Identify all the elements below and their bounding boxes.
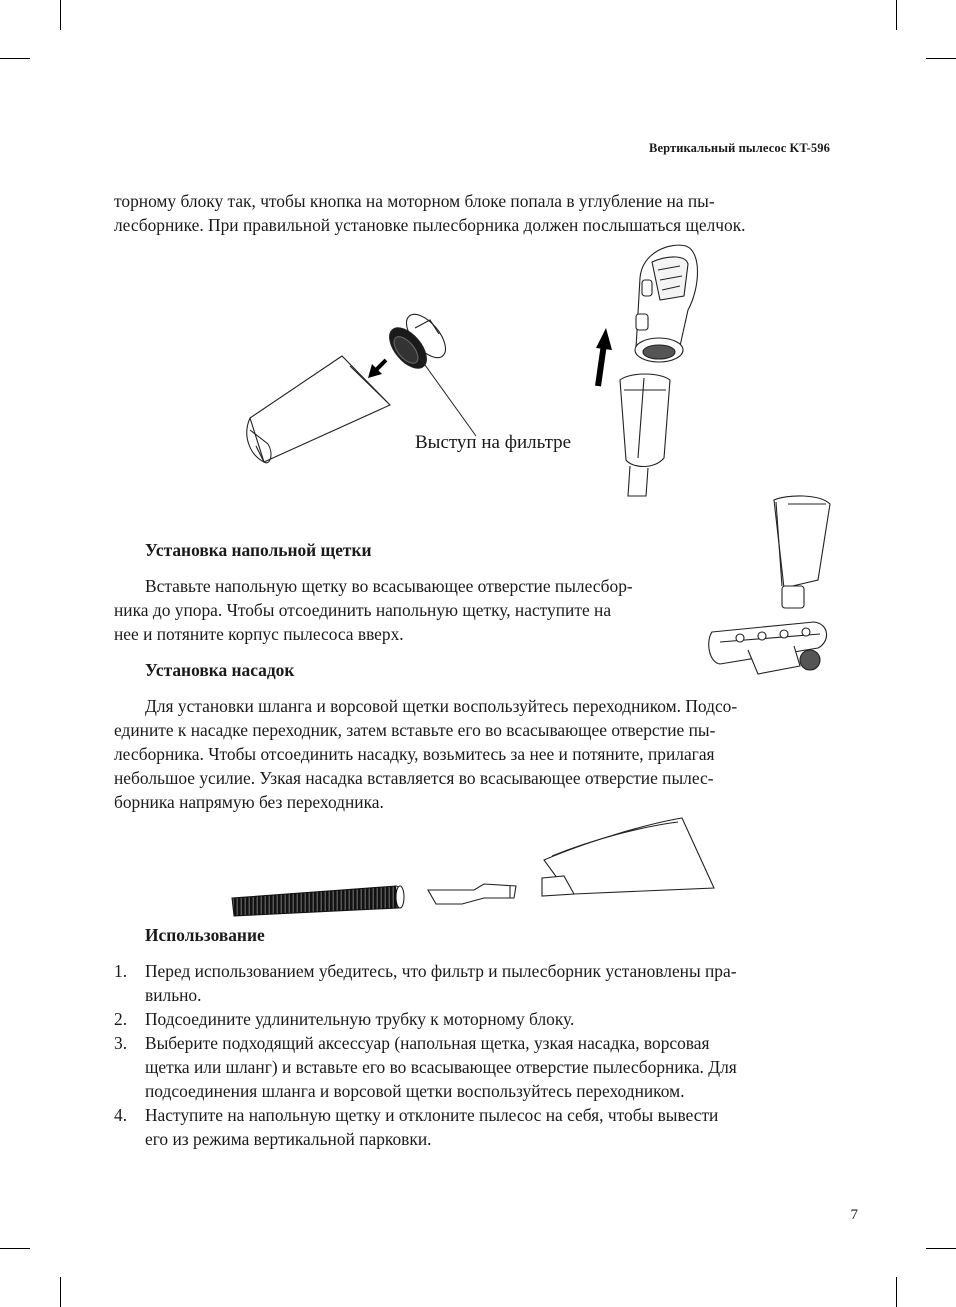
text-line: лесборнике. При правильной установке пылесборника должен послышаться щелчок. xyxy=(114,215,746,235)
text-line: Перед использованием убедитесь, что фильтр и пылесборник установлены пра- xyxy=(145,961,737,981)
running-header: Вертикальный пылесос KT-596 xyxy=(649,141,830,155)
section-heading: Установка напольной щетки xyxy=(145,540,372,560)
section-heading: Установка насадок xyxy=(145,660,295,680)
floor-brush-illustration xyxy=(704,492,834,680)
text-line: Для установки шланга и ворсовой щетки воспользуйтесь переходником. Подсо- xyxy=(145,696,738,716)
list-number: 1. xyxy=(114,961,128,981)
crop-mark xyxy=(0,58,30,59)
list-number: 3. xyxy=(114,1033,128,1053)
crop-mark xyxy=(896,1277,897,1307)
crop-mark xyxy=(0,1248,30,1249)
text-line: ника до упора. Чтобы отсоединить напольную щетку, наступите на xyxy=(114,600,612,620)
text-line: его из режима вертикальной парковки. xyxy=(145,1129,432,1149)
text-line: борника напрямую без переходника. xyxy=(114,792,384,812)
list-number: 2. xyxy=(114,1009,128,1029)
crop-mark xyxy=(60,0,61,30)
text-line: Подсоедините удлинительную трубку к моторному блоку. xyxy=(145,1009,575,1029)
usage-list xyxy=(114,959,834,1151)
text-line: торному блоку так, чтобы кнопка на моторном блоке попала в углубление на пы- xyxy=(114,191,715,211)
figure-caption: Выступ на фильтре xyxy=(415,432,572,453)
attachments-paragraph xyxy=(114,694,834,814)
text-line: Вставьте напольную щетку во всасывающее отверстие пылесбор- xyxy=(145,576,633,596)
list-item xyxy=(114,1031,834,1103)
filter-installation-illustration xyxy=(240,240,700,510)
text-line: Наступите на напольную щетку и отклоните пылесос на себя, чтобы вывести xyxy=(145,1105,719,1125)
attachments-illustration xyxy=(226,812,726,922)
text-line: вильно. xyxy=(145,985,202,1005)
crop-mark xyxy=(896,0,897,30)
section-heading: Использование xyxy=(145,925,265,945)
text-line: Выберите подходящий аксессуар (напольная щетка, узкая насадка, ворсовая xyxy=(145,1033,710,1053)
list-number: 4. xyxy=(114,1105,128,1125)
list-item xyxy=(114,959,834,1007)
list-item xyxy=(114,1007,834,1031)
text-line: лесборника. Чтобы отсоединить насадку, возьмитесь за нее и потяните, прилагая xyxy=(114,744,715,764)
text-line: нее и потяните корпус пылесоса вверх. xyxy=(114,624,404,644)
list-item xyxy=(114,1103,834,1151)
floor-brush-paragraph xyxy=(114,574,714,646)
text-line: едините к насадке переходник, затем вставьте его во всасывающее отверстие пы- xyxy=(114,720,716,740)
crop-mark xyxy=(926,58,956,59)
text-line: небольшое усилие. Узкая насадка вставляется во всасывающее отверстие пылес- xyxy=(114,768,714,788)
intro-paragraph xyxy=(114,189,834,237)
crop-mark xyxy=(926,1248,956,1249)
text-line: подсоединения шланга и ворсовой щетки воспользуйтесь переходником. xyxy=(145,1081,685,1101)
text-line: щетка или шланг) и вставьте его во всасывающее отверстие пылесборника. Для xyxy=(145,1057,737,1077)
page-number: 7 xyxy=(850,1207,858,1223)
crop-mark xyxy=(60,1277,61,1307)
